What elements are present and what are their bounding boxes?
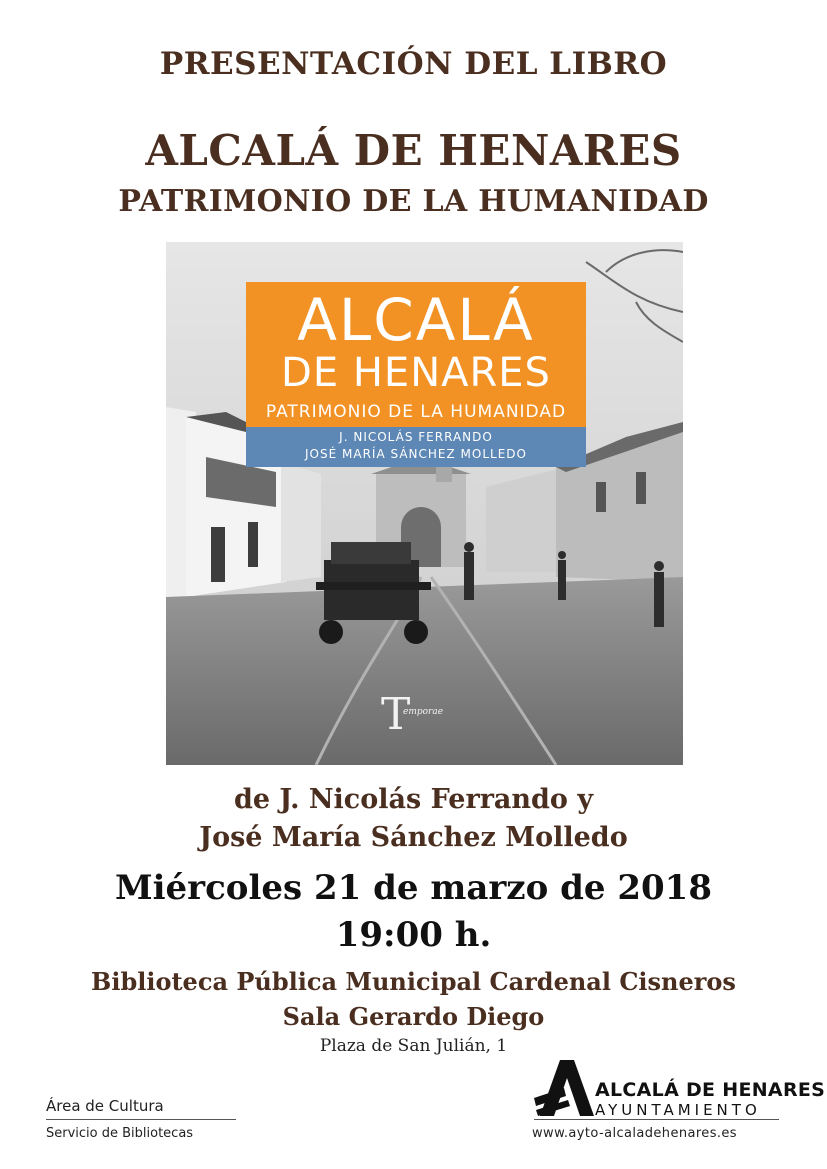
publisher-logo <box>381 689 444 740</box>
book-subtitle-heading: PATRIMONIO DE LA HUMANIDAD <box>118 184 709 219</box>
book-cover-image <box>166 242 683 765</box>
cover-author1: J. NICOLÁS FERRANDO <box>339 430 493 444</box>
footer-service: Servicio de Bibliotecas <box>46 1126 194 1141</box>
publisher-logo-name: emporae <box>403 707 444 717</box>
cover-author2: JOSÉ MARÍA SÁNCHEZ MOLLEDO <box>305 447 527 461</box>
cover-title-line1: ALCALÁ <box>297 286 535 354</box>
venue-address: Plaza de San Julián, 1 <box>319 1036 508 1056</box>
book-title-heading: ALCALÁ DE HENARES <box>145 126 682 175</box>
footer-area: Área de Cultura <box>46 1097 164 1115</box>
footer-logo-subtitle: AYUNTAMIENTO <box>595 1101 761 1119</box>
event-time: 19:00 h. <box>335 915 492 955</box>
authors-line2: José María Sánchez Molledo <box>199 822 628 853</box>
footer-website-link[interactable]: www.ayto-alcaladehenares.es <box>532 1126 737 1141</box>
footer-divider-right <box>534 1119 779 1120</box>
event-date: Miércoles 21 de marzo de 2018 <box>114 868 712 908</box>
event-type-heading: PRESENTACIÓN DEL LIBRO <box>159 46 668 82</box>
publisher-logo-mark: T <box>381 689 411 740</box>
venue-name: Biblioteca Pública Municipal Cardenal Cisneros <box>91 967 736 996</box>
venue-room: Sala Gerardo Diego <box>282 1002 545 1031</box>
ayuntamiento-logo-icon <box>534 1058 596 1118</box>
cover-title-line3: PATRIMONIO DE LA HUMANIDAD <box>265 402 567 422</box>
footer-divider-left <box>46 1119 236 1120</box>
authors-line1: de J. Nicolás Ferrando y <box>233 784 594 815</box>
footer-logo-title: ALCALÁ DE HENARES <box>595 1079 826 1101</box>
cover-title-line2: DE HENARES <box>281 350 551 396</box>
